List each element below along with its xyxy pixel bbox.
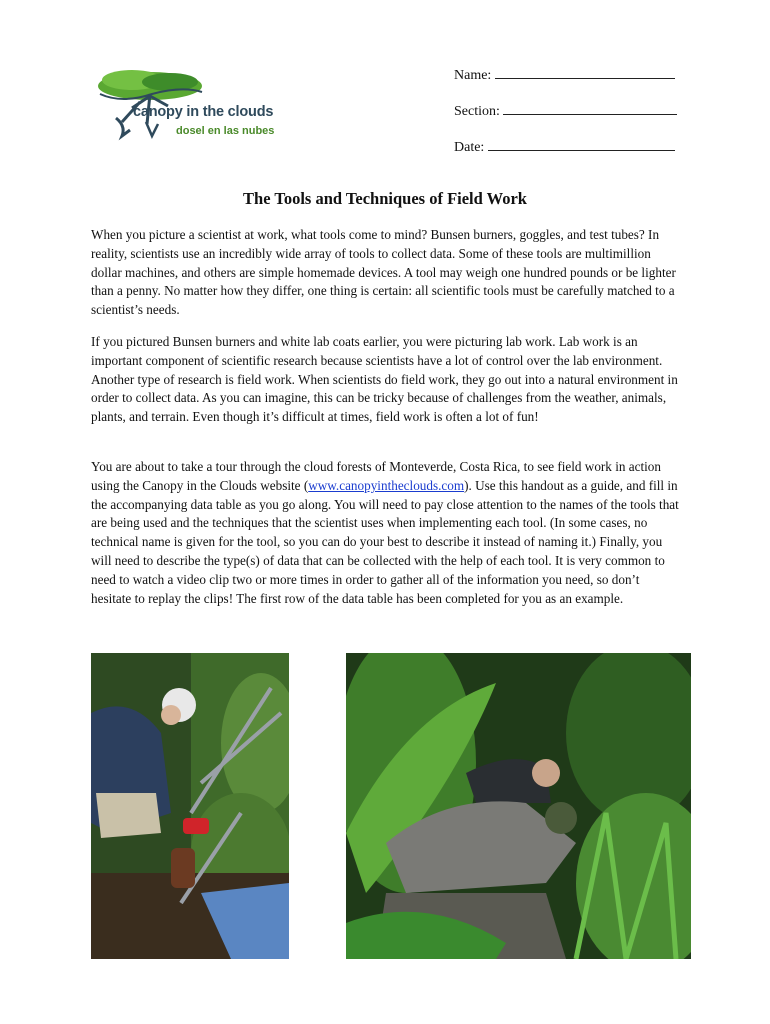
- paragraph-intro: When you picture a scientist at work, what tools come to mind? Bunsen burners, goggles, and test tubes? In reality, scientists use an incredibly wide array of tools to collect data. Some of these tools are multimillion dollar machines, and others are simple homemade devices. A tool may weigh one hundred pounds or be lighter than a penny. No matter how they differ, one thing is certain: all scientific tools must be carefully matched to a scientist’s needs.: [91, 227, 676, 318]
- date-field[interactable]: [454, 138, 675, 156]
- section-label: Section:: [454, 104, 500, 119]
- page-title: The Tools and Techniques of Field Work: [243, 189, 527, 208]
- section-blank[interactable]: [503, 102, 677, 115]
- instructions-text-end: ). Use this handout as a guide, and fill in the accompanying data table as you go along. You will need to pay close attention to the names of the tools that are being used and the techniques that the scientist uses when implementing each tool. (In some cases, no technical name is given for the tool, so you can do your best to describe it instead of naming it.) Finally, you will need to describe the type(s) of data that can be collected with the help of each tool. It is very common to need to watch a video clip two or more times in order to gather all of the information you need, so don’t hesitate to replay the clips! The first row of the data table has been completed for you as an example.: [91, 477, 679, 606]
- name-blank[interactable]: [495, 66, 675, 79]
- website-link[interactable]: www.canopyintheclouds.com: [308, 477, 465, 493]
- date-blank[interactable]: [488, 138, 675, 151]
- field-work-photo-scientist-with-instrument: [91, 653, 289, 959]
- name-label: Name:: [454, 68, 492, 83]
- logo-title: canopy in the clouds: [133, 104, 274, 120]
- field-work-photo-scientists-in-forest: [346, 653, 691, 959]
- logo-subtitle: dosel en las nubes: [176, 125, 275, 137]
- instructions-text-start: You are about to take a tour through the cloud forests of Monteverde, Costa Rica, to see field work in action using the Canopy in the Clouds website (: [91, 459, 661, 493]
- paragraph-lab-vs-field: If you pictured Bunsen burners and white lab coats earlier, you were picturing lab work. Lab work is an important component of scientific research because scientists have a lot of control over the lab environment. Another type of research is field work. When scientists do field work, they go out into a natural environment in order to collect data. As you can imagine, this can be tricky because of challenges from the weather, animals, plants, and terrain. Even though it’s difficult at times, field work is often a lot of fun!: [91, 334, 678, 425]
- name-field[interactable]: [454, 66, 675, 84]
- date-label: Date:: [454, 140, 485, 155]
- paragraph-instructions: [91, 458, 681, 608]
- section-field[interactable]: [454, 102, 677, 120]
